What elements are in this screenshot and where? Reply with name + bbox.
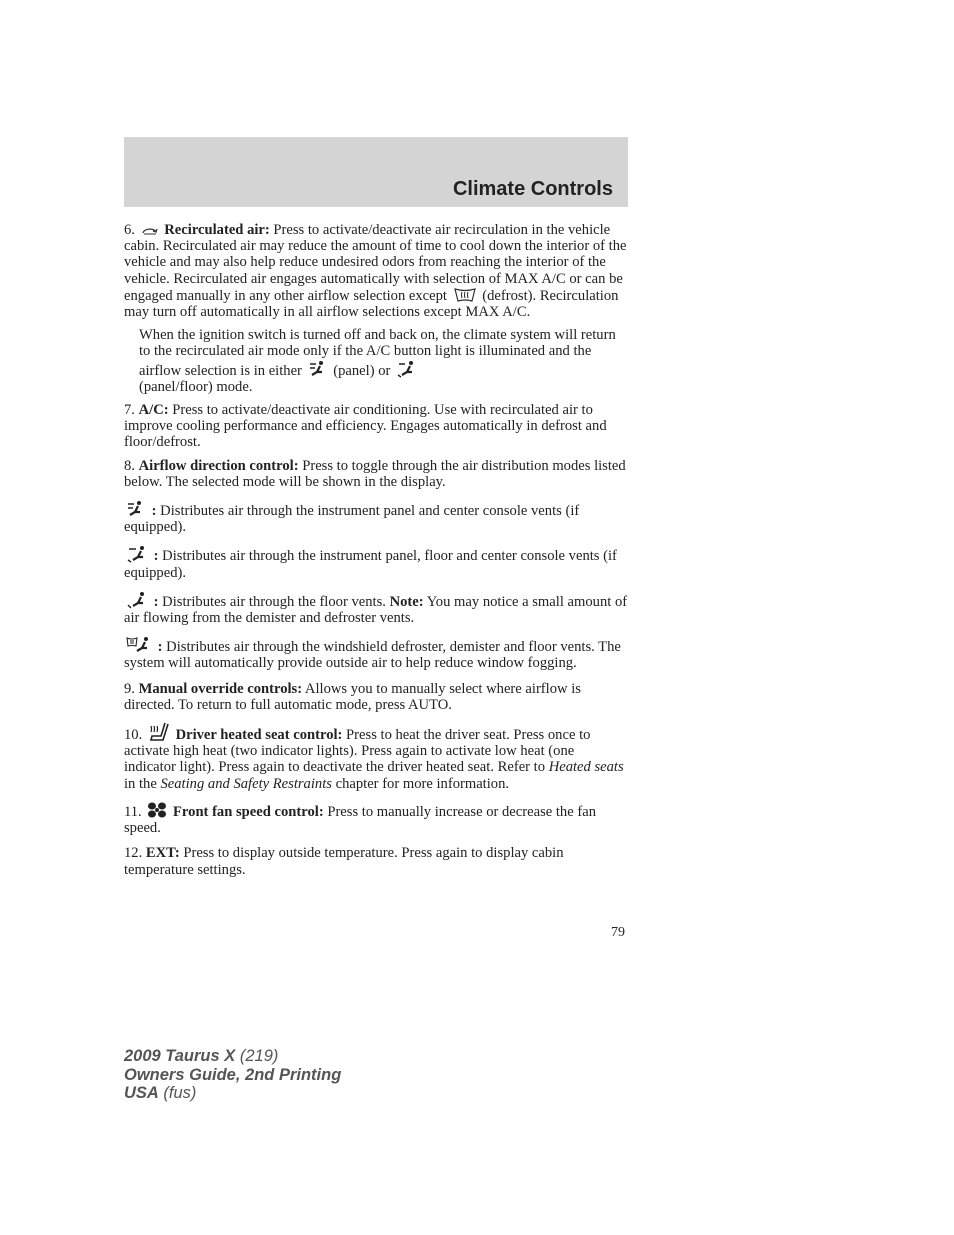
- item-label: EXT:: [145, 845, 180, 862]
- item-number: 10.: [124, 727, 143, 744]
- panel-floor-mode-icon: [396, 360, 416, 378]
- item-number: 9.: [124, 680, 135, 697]
- recirculation-note: When the ignition switch is turned off and back on, the climate system will return to the recirculated air mode only if the A/C button light is illuminated and the airflow selection is in either (panel) or (panel/floor) mode.: [139, 327, 616, 395]
- footer: [124, 1047, 341, 1103]
- item-9: 9. Manual override controls: Allows you to manually select where airflow is directed. To return to full automatic mode, press AUTO.: [124, 680, 581, 713]
- page-number: 79: [611, 925, 625, 940]
- mode-floor: : Distributes air through the floor vents. Note: You may notice a small amount of air flowing from the demister and defroster vents.: [124, 591, 628, 626]
- item-12: 12. EXT: Press to display outside temperature. Press again to display cabin temperature settings.: [124, 845, 564, 878]
- item-10: 10. Driver heated seat control: Press to heat the driver seat. Press once to activate high heat (two indicator lights). Press again to activate low heat (one indicator light). Press again to deactivate the driver heated seat. Refer to Heated seats in the Seating and Safety Restraints chapter for more information.: [124, 722, 628, 792]
- defrost-icon: [453, 287, 477, 303]
- item-number: 8.: [124, 457, 135, 474]
- item-number: 12.: [124, 845, 143, 862]
- item-8: 8. Airflow direction control: Press to toggle through the air distribution modes listed below. The selected mode will be shown in the display.: [124, 457, 626, 490]
- note-label: Note:: [389, 593, 424, 610]
- panel-mode-icon: [308, 360, 328, 378]
- item-number: 6.: [124, 222, 135, 238]
- footer-line-1: 2009 Taurus X (219): [124, 1047, 279, 1065]
- item-11: 11. Front fan speed control: Press to manually increase or decrease the fan speed.: [124, 801, 628, 836]
- mode-panel: : Distributes air through the instrument panel and center console vents (if equipped).: [124, 500, 628, 535]
- cross-reference: Heated seats: [548, 759, 624, 776]
- defrost-floor-mode-icon: [126, 636, 152, 654]
- heated-seat-icon: [148, 722, 170, 742]
- footer-line-2: Owners Guide, 2nd Printing: [124, 1065, 342, 1084]
- header-bar: [124, 137, 628, 207]
- item-label: Recirculated air:: [164, 222, 270, 238]
- page-title: Climate Controls: [452, 178, 613, 200]
- item-label: Driver heated seat control:: [175, 727, 343, 744]
- fan-icon: [147, 801, 167, 819]
- recirculation-icon: [141, 225, 159, 237]
- footer-line-3: USA (fus): [124, 1084, 197, 1102]
- item-label: Manual override controls:: [138, 680, 303, 697]
- content: [124, 222, 628, 885]
- item-number: 11.: [124, 803, 142, 820]
- panel-mode-icon: [126, 500, 146, 518]
- item-number: 7.: [124, 402, 135, 419]
- item-6: 6. Recirculated air: Press to activate/deactivate air recirculation in the vehicle cabin. Recirculated air may reduce the amount of time to cool down the interior of the vehicle and may also help reduce undesired odors from reaching the interior of the vehicle. Recirculated air engages automatically with selection of MAX A/C or can be engaged manually in any other airflow selection except (defrost). Recirculation may turn off automatically in all airflow selections except MAX A/C.: [124, 222, 627, 321]
- mode-defrost-floor: : Distributes air through the windshield defroster, demister and floor vents. The system will automatically provide outside air to help reduce window fogging.: [124, 636, 628, 671]
- item-7: 7. A/C: Press to activate/deactivate air conditioning. Use with recirculated air to improve cooling performance and efficiency. Engages automatically in defrost and floor/defrost.: [124, 402, 607, 451]
- panel-floor-mode-icon: [126, 545, 148, 563]
- item-label: Airflow direction control:: [138, 457, 299, 474]
- item-label: Front fan speed control:: [173, 803, 324, 820]
- mode-panel-floor: : Distributes air through the instrument panel, floor and center console vents (if equipped).: [124, 545, 628, 580]
- floor-mode-icon: [126, 591, 148, 609]
- item-label: A/C:: [138, 402, 169, 419]
- cross-reference: Seating and Safety Restraints: [160, 775, 332, 792]
